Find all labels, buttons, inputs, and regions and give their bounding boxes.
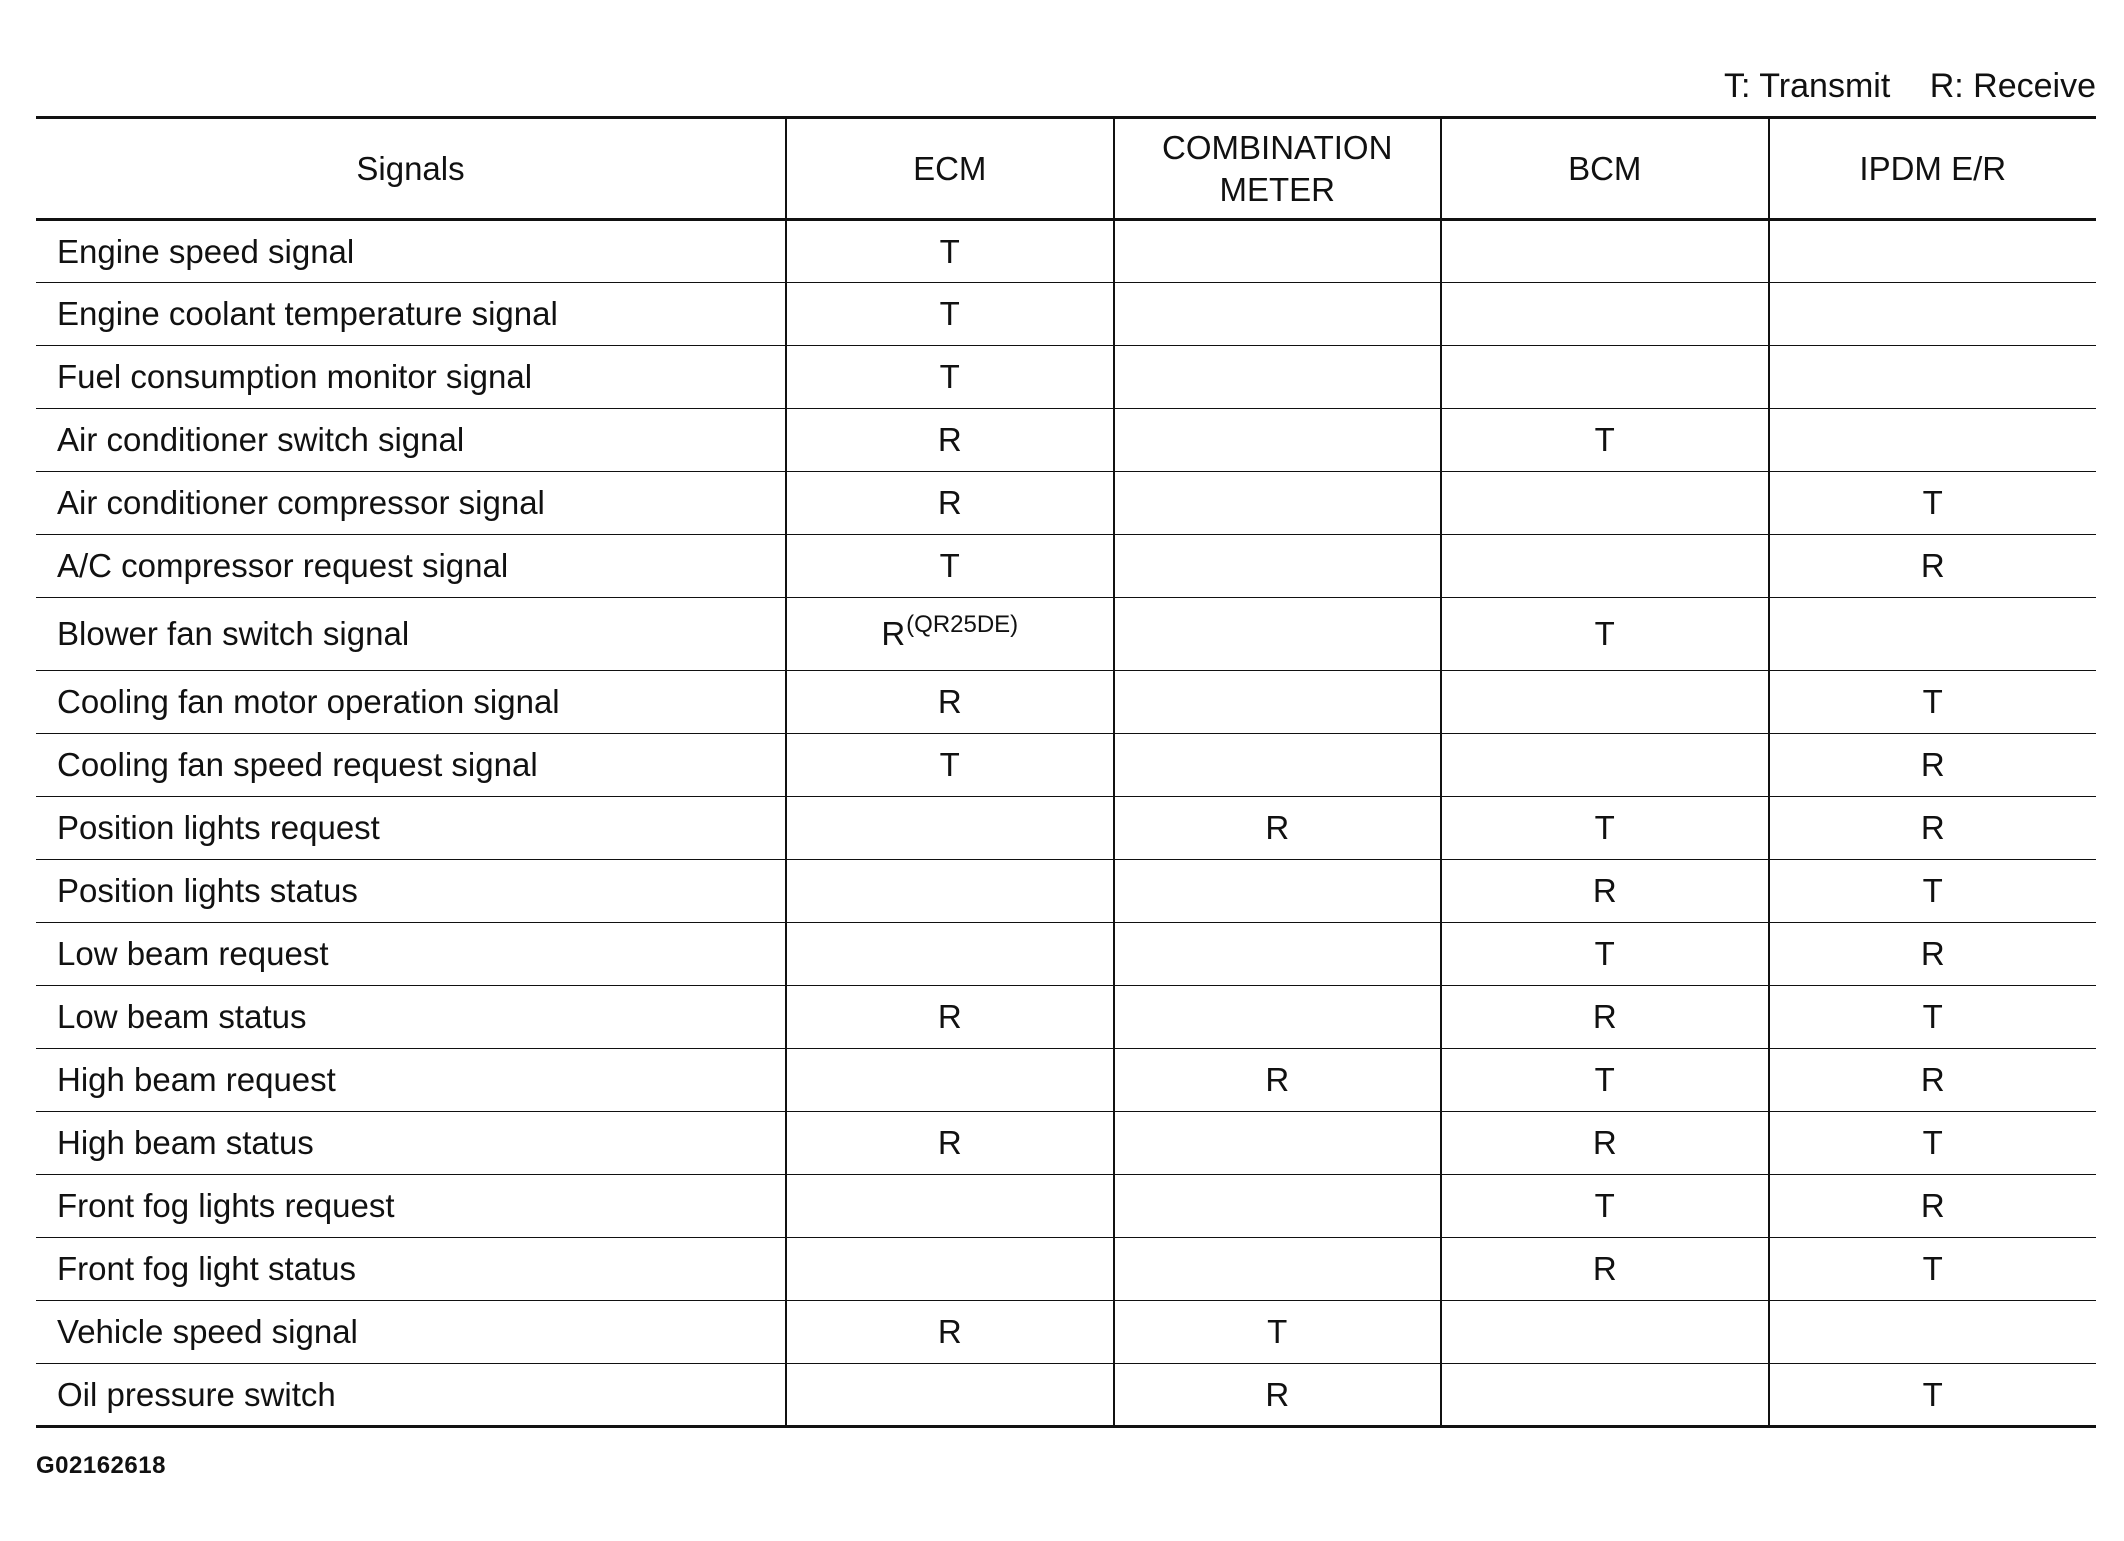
combination-meter-cell <box>1114 283 1442 346</box>
ecm-cell <box>786 923 1114 986</box>
table-row <box>36 283 2096 346</box>
header-meter-line2: METER <box>1219 170 1335 208</box>
signal-name-cell: Front fog light status <box>36 1238 786 1301</box>
combination-meter-cell <box>1114 671 1442 734</box>
signal-name-cell: A/C compressor request signal <box>36 535 786 598</box>
combination-meter-cell <box>1114 535 1442 598</box>
bcm-cell: R <box>1441 1238 1769 1301</box>
table-row <box>36 535 2096 598</box>
signal-name-cell: Low beam request <box>36 923 786 986</box>
ipdm-cell: R <box>1769 797 2097 860</box>
ecm-cell <box>786 598 1114 671</box>
ipdm-cell: R <box>1769 1049 2097 1112</box>
combination-meter-cell: T <box>1114 1301 1442 1364</box>
header-row <box>36 118 2096 220</box>
signal-name-cell: Cooling fan motor operation signal <box>36 671 786 734</box>
bcm-cell <box>1441 346 1769 409</box>
bcm-cell <box>1441 472 1769 535</box>
legend <box>1724 66 2096 106</box>
ecm-cell: T <box>786 734 1114 797</box>
table-row <box>36 734 2096 797</box>
combination-meter-cell <box>1114 1112 1442 1175</box>
ipdm-cell: T <box>1769 671 2097 734</box>
combination-meter-cell: R <box>1114 1364 1442 1427</box>
ecm-cell: T <box>786 220 1114 283</box>
bcm-cell <box>1441 1301 1769 1364</box>
table-row <box>36 860 2096 923</box>
table-row <box>36 220 2096 283</box>
ipdm-cell <box>1769 220 2097 283</box>
signal-name-cell: Engine speed signal <box>36 220 786 283</box>
ecm-cell: R <box>786 1301 1114 1364</box>
table-row <box>36 1301 2096 1364</box>
signal-name-cell: Cooling fan speed request signal <box>36 734 786 797</box>
bcm-cell: T <box>1441 923 1769 986</box>
bcm-cell <box>1441 734 1769 797</box>
combination-meter-cell: R <box>1114 1049 1442 1112</box>
bcm-cell: T <box>1441 1175 1769 1238</box>
combination-meter-cell <box>1114 472 1442 535</box>
signal-name-cell: Fuel consumption monitor signal <box>36 346 786 409</box>
signal-name-cell: High beam request <box>36 1049 786 1112</box>
ecm-cell: R <box>786 671 1114 734</box>
table-row <box>36 1112 2096 1175</box>
bcm-cell <box>1441 1364 1769 1427</box>
combination-meter-cell <box>1114 346 1442 409</box>
table-row <box>36 1364 2096 1427</box>
ipdm-cell: T <box>1769 986 2097 1049</box>
bcm-cell <box>1441 220 1769 283</box>
ecm-cell: T <box>786 283 1114 346</box>
header-combination-meter <box>1114 118 1442 220</box>
table-row <box>36 598 2096 671</box>
ipdm-cell: T <box>1769 1364 2097 1427</box>
combination-meter-cell <box>1114 1238 1442 1301</box>
signal-name-cell: Position lights request <box>36 797 786 860</box>
table-row <box>36 1049 2096 1112</box>
header-bcm: BCM <box>1441 118 1769 220</box>
table-row <box>36 797 2096 860</box>
header-meter-line1: COMBINATION <box>1162 128 1393 166</box>
table-body <box>36 220 2096 1427</box>
table-row <box>36 346 2096 409</box>
can-signal-table <box>36 116 2096 1428</box>
ipdm-cell: R <box>1769 734 2097 797</box>
signal-name-cell: Engine coolant temperature signal <box>36 283 786 346</box>
table-row <box>36 923 2096 986</box>
table-row <box>36 671 2096 734</box>
signal-name-cell: Low beam status <box>36 986 786 1049</box>
ecm-cell: T <box>786 535 1114 598</box>
bcm-cell: R <box>1441 860 1769 923</box>
bcm-cell: T <box>1441 1049 1769 1112</box>
ipdm-cell: T <box>1769 860 2097 923</box>
ecm-cell: R <box>786 472 1114 535</box>
combination-meter-cell <box>1114 220 1442 283</box>
bcm-cell <box>1441 535 1769 598</box>
combination-meter-cell <box>1114 409 1442 472</box>
ipdm-cell: T <box>1769 1112 2097 1175</box>
combination-meter-cell <box>1114 1175 1442 1238</box>
table-row <box>36 1238 2096 1301</box>
ecm-cell: R <box>786 986 1114 1049</box>
ipdm-cell: T <box>1769 1238 2097 1301</box>
ipdm-cell: R <box>1769 923 2097 986</box>
bcm-cell: T <box>1441 598 1769 671</box>
combination-meter-cell <box>1114 986 1442 1049</box>
signal-name-cell: Vehicle speed signal <box>36 1301 786 1364</box>
legend-receive: R: Receive <box>1929 67 2096 105</box>
bcm-cell: R <box>1441 986 1769 1049</box>
ipdm-cell <box>1769 283 2097 346</box>
ecm-cell <box>786 860 1114 923</box>
ipdm-cell <box>1769 409 2097 472</box>
legend-transmit: T: Transmit <box>1724 67 1891 105</box>
table-row <box>36 1175 2096 1238</box>
ecm-cell: R <box>786 409 1114 472</box>
ipdm-cell <box>1769 1301 2097 1364</box>
signal-name-cell: Position lights status <box>36 860 786 923</box>
signal-name-cell: Air conditioner compressor signal <box>36 472 786 535</box>
ipdm-cell <box>1769 598 2097 671</box>
table-row <box>36 472 2096 535</box>
signal-name-cell: High beam status <box>36 1112 786 1175</box>
signal-name-cell: Front fog lights request <box>36 1175 786 1238</box>
ecm-cell <box>786 1175 1114 1238</box>
figure-id: G02162618 <box>36 1452 166 1479</box>
combination-meter-cell <box>1114 923 1442 986</box>
ecm-cell: R <box>786 1112 1114 1175</box>
table-row <box>36 986 2096 1049</box>
bcm-cell: T <box>1441 409 1769 472</box>
signal-name-cell: Oil pressure switch <box>36 1364 786 1427</box>
ecm-cell <box>786 1364 1114 1427</box>
ipdm-cell: R <box>1769 1175 2097 1238</box>
ecm-cell: T <box>786 346 1114 409</box>
ecm-value: R <box>881 615 906 652</box>
header-ecm: ECM <box>786 118 1114 220</box>
combination-meter-cell <box>1114 598 1442 671</box>
bcm-cell: R <box>1441 1112 1769 1175</box>
combination-meter-cell <box>1114 860 1442 923</box>
bcm-cell: T <box>1441 797 1769 860</box>
ipdm-cell: T <box>1769 472 2097 535</box>
ecm-cell <box>786 797 1114 860</box>
header-ipdm: IPDM E/R <box>1769 118 2097 220</box>
combination-meter-cell: R <box>1114 797 1442 860</box>
ecm-cell <box>786 1238 1114 1301</box>
bcm-cell <box>1441 671 1769 734</box>
signal-name-cell: Blower fan switch signal <box>36 598 786 671</box>
ipdm-cell: R <box>1769 535 2097 598</box>
bcm-cell <box>1441 283 1769 346</box>
ecm-cell <box>786 1049 1114 1112</box>
ecm-engine-note: (QR25DE) <box>906 610 1019 638</box>
ipdm-cell <box>1769 346 2097 409</box>
header-signals: Signals <box>36 118 786 220</box>
table-row <box>36 409 2096 472</box>
signal-name-cell: Air conditioner switch signal <box>36 409 786 472</box>
combination-meter-cell <box>1114 734 1442 797</box>
